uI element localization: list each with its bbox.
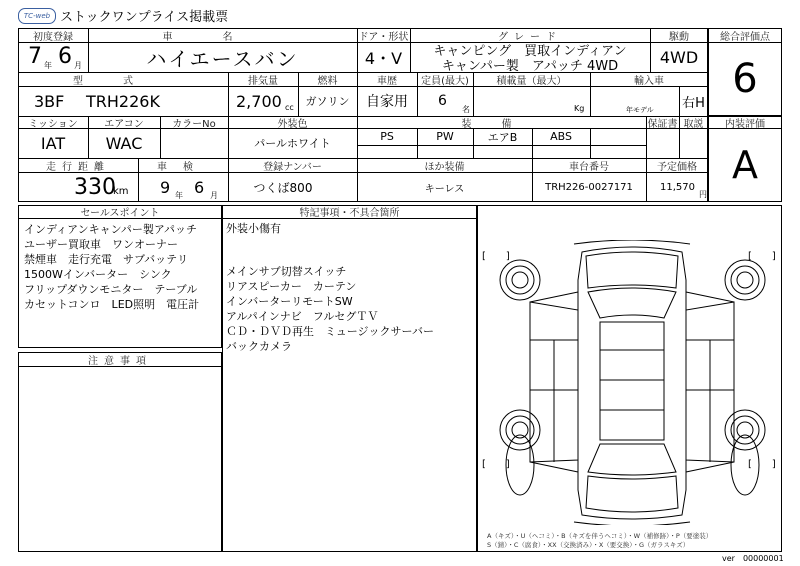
capacity-value: 6 xyxy=(438,93,447,109)
car-body-diagram xyxy=(490,240,775,525)
label-aircon: エアコン xyxy=(104,118,144,130)
special-note-line: リアスピーカー カーテン xyxy=(226,280,357,293)
label-sales-points: セールスポイント xyxy=(80,208,160,219)
label-drive: 駆動 xyxy=(669,31,689,43)
label-other-equipment: ほか装備 xyxy=(424,161,465,173)
version-label: ver 00000001 xyxy=(722,554,784,563)
label-load: 積載量（最大） xyxy=(496,75,567,87)
chassis-no-value: TRH226-0027171 xyxy=(545,181,633,193)
sales-point-line: ユーザー買取車 ワンオーナー xyxy=(24,238,178,251)
label-exterior-color: 外装色 xyxy=(277,118,308,130)
year-model-label: 年モデル xyxy=(626,106,654,114)
special-note-line: ＣＤ・ＤＶＤ再生 ミュージックサーバー xyxy=(226,325,435,338)
label-cautions: 注意事項 xyxy=(88,355,152,367)
sales-points-list xyxy=(24,222,220,312)
label-capacity: 定員(最大) xyxy=(421,75,469,87)
inspection-year: 9 xyxy=(160,177,171,197)
label-car-class: 車歴 xyxy=(377,75,397,87)
logo-text: TC-web xyxy=(23,12,51,20)
reg-month-unit: 月 xyxy=(74,61,82,70)
inspection-month-unit: 月 xyxy=(210,191,218,200)
interior-score-value: A xyxy=(732,143,758,187)
model-value: TRH226K xyxy=(86,91,160,111)
grade-line2: キャンパー製 アパッチ 4WD xyxy=(441,59,619,74)
car-name-value: ハイエースバン xyxy=(146,46,299,71)
sales-point-line: フリップダウンモニター テーブル xyxy=(24,283,198,296)
plate-value: つくば800 xyxy=(253,180,313,195)
bracket-front-right: [ ] xyxy=(748,251,776,262)
bracket-rear-left: [ ] xyxy=(482,459,510,470)
label-inspection: 車検 xyxy=(157,161,209,173)
car-class-value: 自家用 xyxy=(366,94,408,110)
displacement-unit: cc xyxy=(285,103,294,112)
model-prefix: 3BF xyxy=(34,91,65,111)
label-color-no: カラーNo xyxy=(172,118,216,130)
mission-value: IAT xyxy=(40,133,66,153)
logo xyxy=(18,8,56,24)
label-fuel: 燃料 xyxy=(317,75,338,87)
price-unit: 円 xyxy=(699,190,707,199)
label-mileage: 走行距離 xyxy=(46,161,110,173)
drive-value: 4WD xyxy=(659,47,699,67)
inspection-month: 6 xyxy=(194,177,205,197)
sales-point-line: カセットコンロ LED照明 電圧計 xyxy=(24,298,200,311)
wheel-icons xyxy=(500,260,765,495)
reg-year: 7 xyxy=(28,44,42,69)
special-note-line: メインサブ切替スイッチ xyxy=(226,265,347,278)
label-grade: グレード xyxy=(498,31,562,43)
label-model: 型式 xyxy=(73,75,173,87)
grade-line1: キャンピング 買取インディアン xyxy=(433,44,627,59)
mileage-value: 330 xyxy=(74,174,116,200)
special-note-line: インバーターリモートSW xyxy=(226,295,353,308)
exterior-color-value: パールホワイト xyxy=(254,137,331,150)
label-manual: 取説 xyxy=(683,118,704,130)
label-door: ドア・形状 xyxy=(358,31,409,43)
label-import: 輸入車 xyxy=(634,75,664,87)
sales-point-line: インディアンキャンパー製アパッチ xyxy=(24,223,198,236)
reg-year-unit: 年 xyxy=(44,61,52,70)
label-price: 予定価格 xyxy=(657,161,697,173)
special-note-line xyxy=(226,251,476,264)
overall-score-value: 6 xyxy=(732,56,758,102)
sales-point-line: 禁煙車 走行充電 サブバッテリ xyxy=(24,253,189,266)
reg-month: 6 xyxy=(58,44,72,69)
special-note-line: アルパインナビ フルセグＴＶ xyxy=(226,310,379,323)
sales-point-line: 1500Wインバーター シンク xyxy=(24,268,172,281)
special-note-line: バックカメラ xyxy=(226,340,292,353)
damage-legend-line2: S（錆）・C（腐食）・XX（交換済み）・X（要交換）・G（ガラスキズ） xyxy=(487,541,690,549)
load-unit: Kg xyxy=(574,104,585,113)
mileage-unit: km xyxy=(113,186,129,197)
bracket-rear-right: [ ] xyxy=(748,459,776,470)
special-note-line: 外装小傷有 xyxy=(226,222,281,235)
label-warranty: 保証書 xyxy=(647,118,678,130)
label-displacement: 排気量 xyxy=(248,75,278,87)
label-special-notes: 特記事項・不具合箇所 xyxy=(299,208,400,219)
cautions-box xyxy=(18,352,222,552)
other-equipment-value: キーレス xyxy=(424,183,465,195)
inspection-year-unit: 年 xyxy=(175,191,183,200)
equipment-abs: ABS xyxy=(550,130,572,143)
special-note-line xyxy=(226,236,476,251)
special-notes-list xyxy=(226,221,476,354)
capacity-unit: 名 xyxy=(462,105,470,114)
label-equipment: 装備 xyxy=(461,118,542,130)
door-value: 4・V xyxy=(364,48,403,68)
equipment-ps: PS xyxy=(380,130,394,143)
label-chassis-no: 車台番号 xyxy=(569,161,609,173)
fuel-value: ガソリン xyxy=(305,95,350,108)
bracket-front-left: [ ] xyxy=(482,251,510,262)
price-value: 11,570 xyxy=(660,181,695,193)
damage-legend-line1: A（キズ）・U（ヘコミ）・B（キズを伴うヘコミ）・W（補修跡）・P（要塗装） xyxy=(487,532,713,540)
label-plate: 登録ナンバー xyxy=(263,161,322,173)
equipment-airbag: エアB xyxy=(487,130,518,144)
label-overall: 総合評価点 xyxy=(720,31,770,43)
first-reg-value xyxy=(24,44,88,72)
handle-value: 右H xyxy=(682,95,705,111)
page-title: ストックワンプライス掲載票 xyxy=(60,9,229,25)
label-car-name: 車名 xyxy=(162,31,283,43)
label-mission: ミッション xyxy=(28,118,78,130)
label-interior-eval: 内装評価 xyxy=(725,118,765,130)
label-first-reg: 初度登録 xyxy=(33,31,73,43)
equipment-pw: PW xyxy=(436,130,454,143)
aircon-value: WAC xyxy=(105,133,143,153)
displacement-value: 2,700 xyxy=(236,91,282,111)
